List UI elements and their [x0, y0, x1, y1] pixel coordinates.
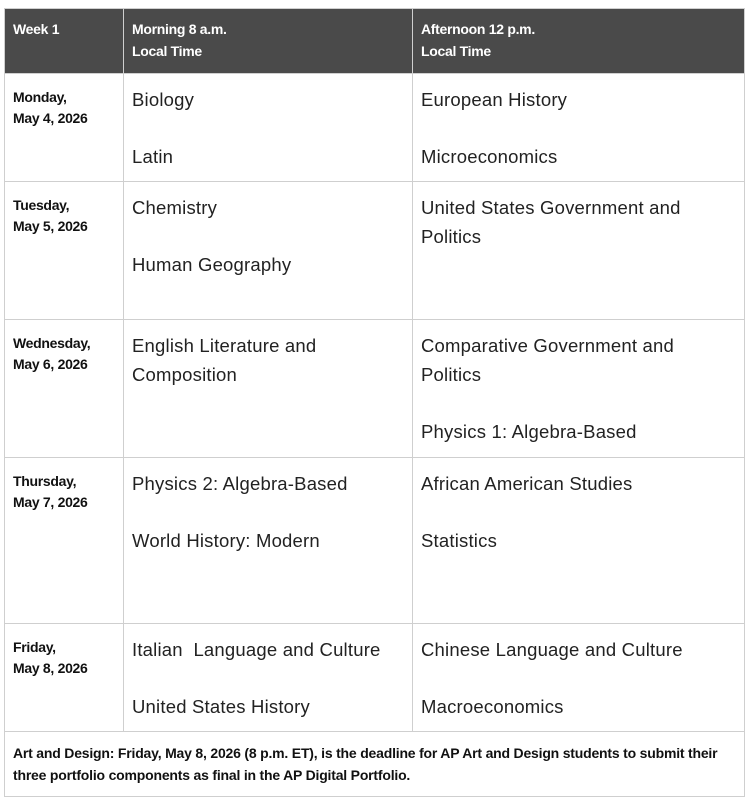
header-row — [5, 9, 745, 74]
exam-subject: World History: Modern — [132, 530, 320, 551]
art-design-note: Art and Design: Friday, May 8, 2026 (8 p.m. ET), is the deadline for AP Art and Design students to submit their three portfolio components as final in the AP Digital Portfolio. — [5, 732, 745, 797]
exam-subject: Biology — [132, 89, 195, 110]
morning-cell — [124, 458, 413, 624]
exam-subject: English Literature and Composition — [132, 335, 317, 385]
exam-subject: Human Geography — [132, 254, 292, 275]
day-cell — [5, 624, 124, 732]
exam-subject: Italian Language and Culture — [132, 639, 381, 660]
exam-subject: Comparative Government and Politics — [421, 335, 675, 385]
table-row-monday — [5, 74, 745, 182]
morning-cell — [124, 182, 413, 320]
note-row — [5, 732, 745, 797]
day-name: Tuesday, — [13, 197, 70, 213]
exam-schedule-table — [4, 8, 745, 797]
exam-subject: Chemistry — [132, 197, 218, 218]
morning-cell — [124, 624, 413, 732]
day-date: May 6, 2026 — [13, 356, 88, 372]
day-cell — [5, 320, 124, 458]
day-date: May 7, 2026 — [13, 494, 88, 510]
header-afternoon-time: Afternoon 12 p.m. — [421, 21, 535, 37]
day-name: Monday, — [13, 89, 67, 105]
day-cell — [5, 458, 124, 624]
header-week: Week 1 — [5, 9, 124, 74]
table-row-thursday — [5, 458, 745, 624]
morning-cell — [124, 320, 413, 458]
afternoon-cell — [413, 624, 745, 732]
afternoon-cell — [413, 320, 745, 458]
day-name: Friday, — [13, 639, 56, 655]
header-afternoon — [413, 9, 745, 74]
afternoon-cell — [413, 74, 745, 182]
exam-subject: Macroeconomics — [421, 696, 564, 717]
day-name: Wednesday, — [13, 335, 91, 351]
schedule-container — [4, 8, 744, 797]
exam-subject: United States Government and Politics — [421, 197, 681, 247]
exam-subject: African American Studies — [421, 473, 633, 494]
table-row-wednesday — [5, 320, 745, 458]
header-morning — [124, 9, 413, 74]
header-morning-zone: Local Time — [132, 43, 202, 59]
exam-subject: European History — [421, 89, 568, 110]
table-row-tuesday — [5, 182, 745, 320]
exam-subject: Chinese Language and Culture — [421, 639, 683, 660]
day-name: Thursday, — [13, 473, 77, 489]
day-cell — [5, 74, 124, 182]
table-row-friday — [5, 624, 745, 732]
header-morning-time: Morning 8 a.m. — [132, 21, 227, 37]
exam-subject: Statistics — [421, 530, 498, 551]
exam-subject: Latin — [132, 146, 174, 167]
exam-subject: Physics 2: Algebra-Based — [132, 473, 348, 494]
exam-subject: United States History — [132, 696, 310, 717]
day-date: May 4, 2026 — [13, 110, 88, 126]
morning-cell — [124, 74, 413, 182]
afternoon-cell — [413, 182, 745, 320]
exam-subject: Physics 1: Algebra-Based — [421, 421, 637, 442]
header-afternoon-zone: Local Time — [421, 43, 491, 59]
exam-subject: Microeconomics — [421, 146, 558, 167]
day-date: May 5, 2026 — [13, 218, 88, 234]
day-cell — [5, 182, 124, 320]
afternoon-cell — [413, 458, 745, 624]
day-date: May 8, 2026 — [13, 660, 88, 676]
